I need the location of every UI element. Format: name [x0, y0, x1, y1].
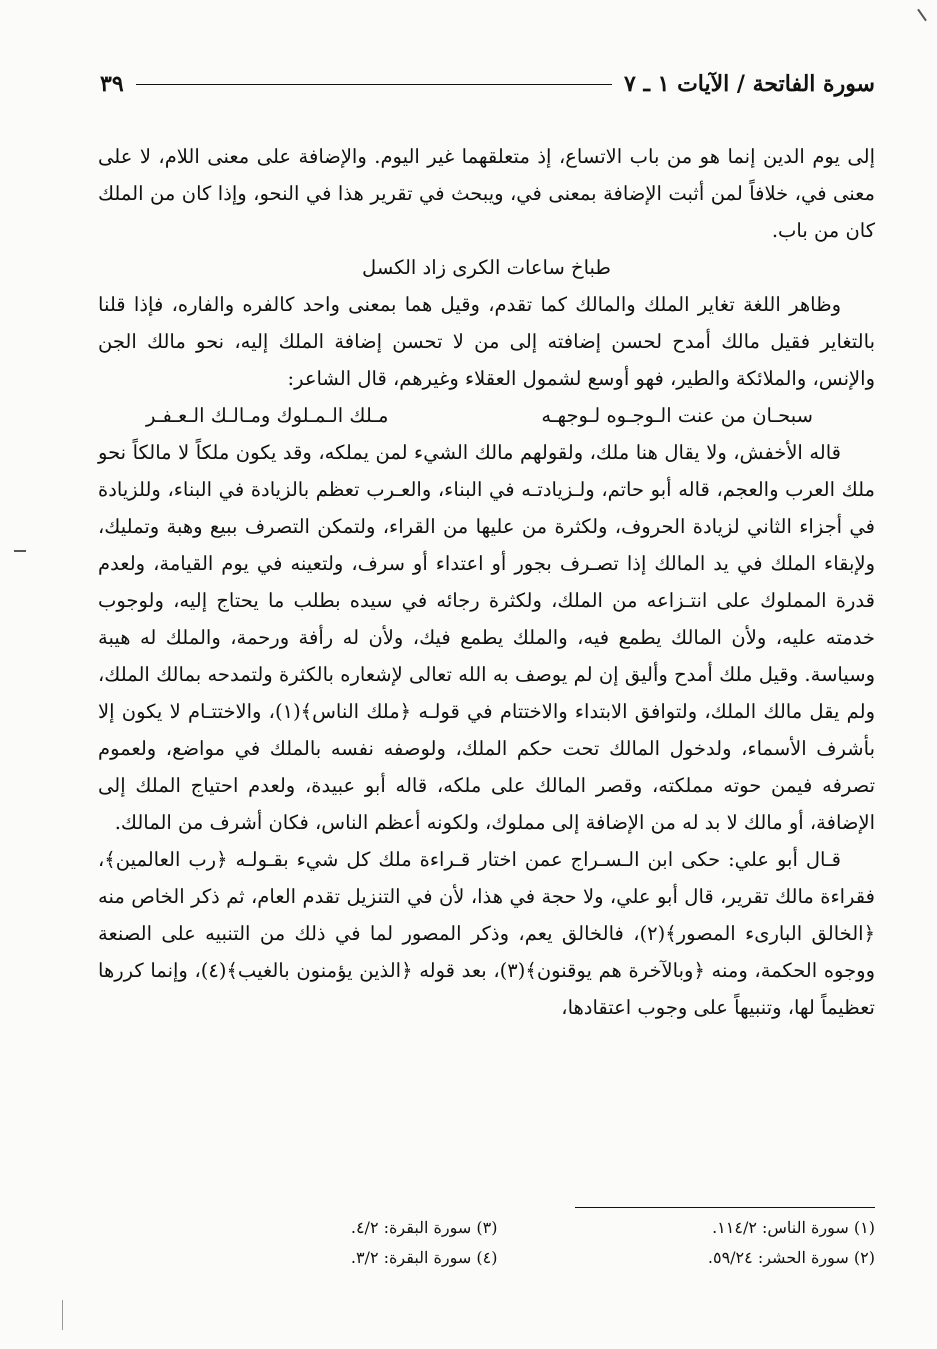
scan-artifact [14, 550, 26, 552]
verse-2-first-hemistich: سبحـان من عنت الـوجـوه لـوجهـه [541, 404, 813, 427]
footnote-1: (١) سورة الناس: ١١٤/٢. [712, 1218, 875, 1237]
verse-2-second-hemistich: مـلك الـمـلوك ومـالـك الـعـفـر [146, 404, 389, 427]
footnotes [150, 1215, 875, 1271]
header-title: سورة الفاتحة / الآيات ١ ـ ٧ [623, 71, 875, 97]
paragraph-1: إلى يوم الدين إنما هو من باب الاتساع، إذ متعلقهما غير اليوم. والإضافة على معنى اللام، لا على معنى في، خلافاً لمن أثبت الإضافة بمعنى في، ويبحث في تقرير هذا في النحو، وإذا كان من الملك كان من باب. [98, 145, 875, 242]
header-rule [136, 84, 612, 85]
main-text [98, 138, 875, 1026]
page-number: ٣٩ [100, 71, 124, 97]
footnote-separator [575, 1207, 875, 1208]
footnote-4: (٤) سورة البقرة: ٣/٢. [350, 1248, 498, 1267]
verse-1: طباخ ساعات الكرى زاد الكسل [362, 256, 611, 279]
verse-2 [98, 397, 875, 434]
scan-artifact [62, 1300, 63, 1330]
footnote-3: (٣) سورة البقرة: ٤/٢. [350, 1218, 498, 1237]
paragraph-3: قاله الأخفش، ولا يقال هنا ملك، ولقولهم مالك الشيء لمن يملكه، وقد يكون ملكاً لا مالكاً نحو ملك العرب والعجم، قاله أبو حاتم، ولـزيادتـه في البناء، والعـرب تعظم بالزيادة في البناء، وللزيادة في أجزاء الثاني لزيادة الحروف، ولكثرة من عليها من القراء، ولتمكن التصرف ببيع وهبة وتمليك، ولإبقاء الملك في يد المالك إذا تصـرف بجور أو اعتداء أو سرف، ولتعينه في يوم القيامة، ولعدم قدرة المملوك على انتـزاعه من الملك، ولكثرة رجائه في سيده بطلب ما يحتاج إليه، ولوجوب خدمته عليه، ولأن المالك يطمع فيه، والملك يطمع فيك، ولأن له رأفة ورحمة، والملك له هيبة وسياسة. وقيل ملك أمدح وأليق إن لم يوصف به الله تعالى لإشعاره بالكثرة ولتمدحه بمالك الملك، ولم يقل مالك الملك، ولتوافق الابتداء والاختتام في قولـه ﴿ملك الناس﴾(١)، والاختتـام لا يكون إلا بأشرف الأسماء، ولدخول المالك تحت حكم الملك، ولوصفه نفسه بالملك في مواضع، ولعموم تصرفه فيمن حوته مملكته، وقصر المالك على ملكه، قاله أبو عبيدة، ولعدم احتياج الملك إلى الإضافة، أو مالك لا بد له من الإضافة إلى مملوك، ولكونه أعظم الناس، فكان أشرف من المالك. [98, 441, 876, 834]
footnote-2: (٢) سورة الحشر: ٥٩/٢٤. [707, 1248, 875, 1267]
running-header [100, 64, 875, 104]
paragraph-4: قـال أبو علي: حكى ابن الـسـراج عمن اختار قـراءة ملك كل شيء بقـولـه ﴿رب العالمين﴾، فقراءة مالك تقرير، قال أبو علي، ولا حجة في هذا، لأن في التنزيل تقدم العام، ثم ذكر الخاص منه ﴿الخالق البارىء المصور﴾(٢)، فالخالق يعم، وذكر المصور لما في ذلك من التنبيه على الصنعة ووجوه الحكمة، ومنه ﴿وبالآخرة هم يوقنون﴾(٣)، بعد قوله ﴿الذين يؤمنون بالغيب﴾(٤)، وإنما كررها تعظيماً لها، وتنبيهاً على وجوب اعتقادها، [98, 848, 876, 1019]
paragraph-2: وظاهر اللغة تغاير الملك والمالك كما تقدم، وقيل هما بمعنى واحد كالفره والفاره، فإذا قلنا بالتغاير فقيل مالك أمدح لحسن إضافته إلى من لا تحسن إضافة الملك إليه، نحو مالك الجن والإنس، والملائكة والطير، فهو أوسع لشمول العقلاء وغيرهم، قال الشاعر: [98, 293, 875, 390]
scan-artifact [917, 9, 927, 22]
